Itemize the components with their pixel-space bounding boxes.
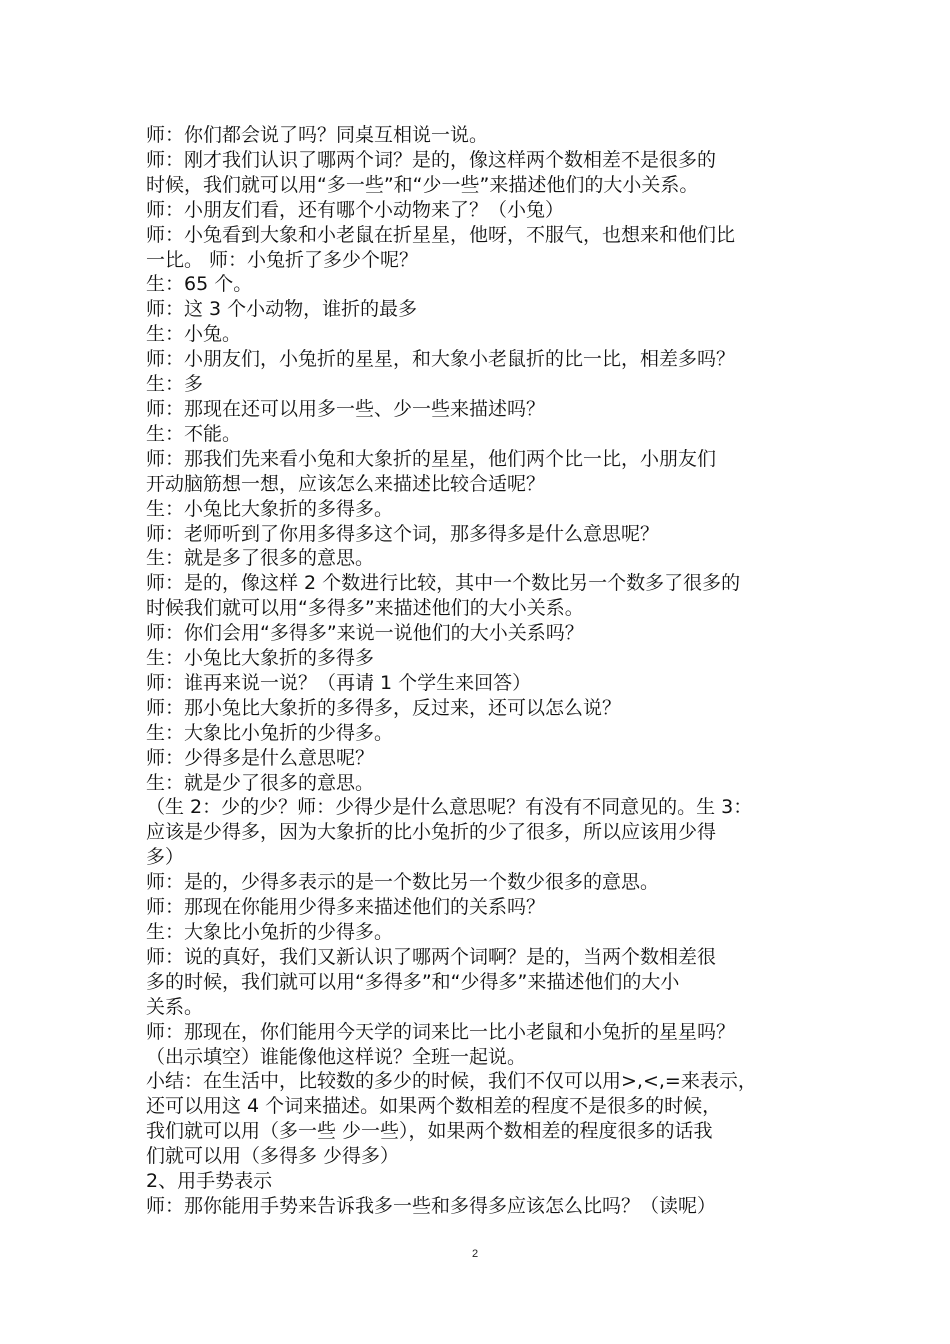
text-line: 时候，我们就可以用“多一些”和“少一些”来描述他们的大小关系。: [146, 173, 699, 196]
text-line: 师：你们会用“多得多”来说一说他们的大小关系吗？: [146, 622, 584, 645]
text-line: 师：少得多是什么意思呢？: [146, 746, 375, 769]
text-line: 们就可以用（多得多 少得多）: [146, 1145, 400, 1168]
body-text: [146, 123, 814, 1219]
text-line: 师：那你能用手势来告诉我多一些和多得多应该怎么比吗？（读呢）: [146, 1194, 717, 1217]
text-line: 师：这 3 个小动物，谁折的最多: [146, 298, 418, 321]
text-line: 一比。 师：小兔折了多少个呢？: [146, 248, 419, 271]
text-line: 师：那现在，你们能用今天学的词来比一比小老鼠和小兔折的星星吗？: [146, 1020, 736, 1043]
text-line: 开动脑筋想一想，应该怎么来描述比较合适呢？: [146, 472, 546, 495]
page-number: 2: [471, 1248, 479, 1260]
text-line: 生：多: [146, 373, 204, 396]
text-line: （出示填空）谁能像他这样说？全班一起说。: [146, 1045, 527, 1068]
text-line: 生：65 个。: [146, 273, 253, 296]
text-line: 师：小朋友们，小兔折的星星，和大象小老鼠折的比一比，相差多吗？: [146, 348, 736, 371]
text-line: 师：老师听到了你用多得多这个词，那多得多是什么意思呢？: [146, 522, 660, 545]
text-line: 生：小兔比大象折的多得多: [146, 647, 375, 670]
text-line: 师：那现在还可以用多一些、少一些来描述吗？: [146, 397, 546, 420]
text-line: 师：是的，像这样 2 个数进行比较，其中一个数比另一个数多了很多的: [146, 572, 741, 595]
text-line: 师：小兔看到大象和小老鼠在折星星，他呀，不服气，也想来和他们比: [146, 223, 736, 246]
text-line: 多）: [146, 846, 185, 869]
text-line: 生：大象比小兔折的少得多。: [146, 921, 394, 943]
text-line: 师：是的，少得多表示的是一个数比另一个数少很多的意思。: [146, 871, 660, 894]
text-line: 师：谁再来说一说？（再请 1 个学生来回答）: [146, 671, 532, 694]
text-line: 2、用手势表示: [146, 1170, 273, 1193]
text-line: 生：小兔比大象折的多得多。: [146, 497, 394, 520]
text-line: 我们就可以用（多一些 少一些），如果两个数相差的程度很多的话我: [146, 1120, 713, 1143]
text-line: （生 2：少的少？师：少得少是什么意思呢？有没有不同意见的。生 3：: [146, 796, 753, 819]
text-line: 时候我们就可以用“多得多”来描述他们的大小关系。: [146, 597, 584, 620]
text-line: 小结：在生活中，比较数的多少的时候，我们不仅可以用>,<,=来表示，: [146, 1070, 757, 1093]
text-line: 生：不能。: [146, 422, 242, 445]
text-line: 还可以用这 4 个词来描述。如果两个数相差的程度不是很多的时候，: [146, 1095, 722, 1118]
text-line: 关系。: [146, 995, 204, 1018]
text-line: 师：那小兔比大象折的多得多，反过来，还可以怎么说？: [146, 696, 622, 719]
text-line: 师：小朋友们看，还有哪个小动物来了？（小兔）: [146, 198, 565, 221]
text-line: 师：刚才我们认识了哪两个词？是的，像这样两个数相差不是很多的: [146, 148, 717, 171]
text-line: 应该是少得多，因为大象折的比小兔折的少了很多，所以应该用少得: [146, 821, 717, 844]
text-line: 生：就是多了很多的意思。: [146, 547, 375, 570]
text-line: 多的时候，我们就可以用“多得多”和“少得多”来描述他们的大小: [146, 970, 680, 993]
text-line: 师：那我们先来看小兔和大象折的星星，他们两个比一比，小朋友们: [146, 447, 717, 470]
text-line: 师：说的真好，我们又新认识了哪两个词啊？是的，当两个数相差很: [146, 945, 717, 968]
text-line: 师：那现在你能用少得多来描述他们的关系吗？: [146, 896, 546, 919]
text-line: 生：大象比小兔折的少得多。: [146, 721, 394, 744]
text-line: 生：就是少了很多的意思。: [146, 771, 375, 794]
text-line: 生：小兔。: [146, 323, 242, 346]
text-line: 师：你们都会说了吗？同桌互相说一说。: [146, 124, 489, 146]
